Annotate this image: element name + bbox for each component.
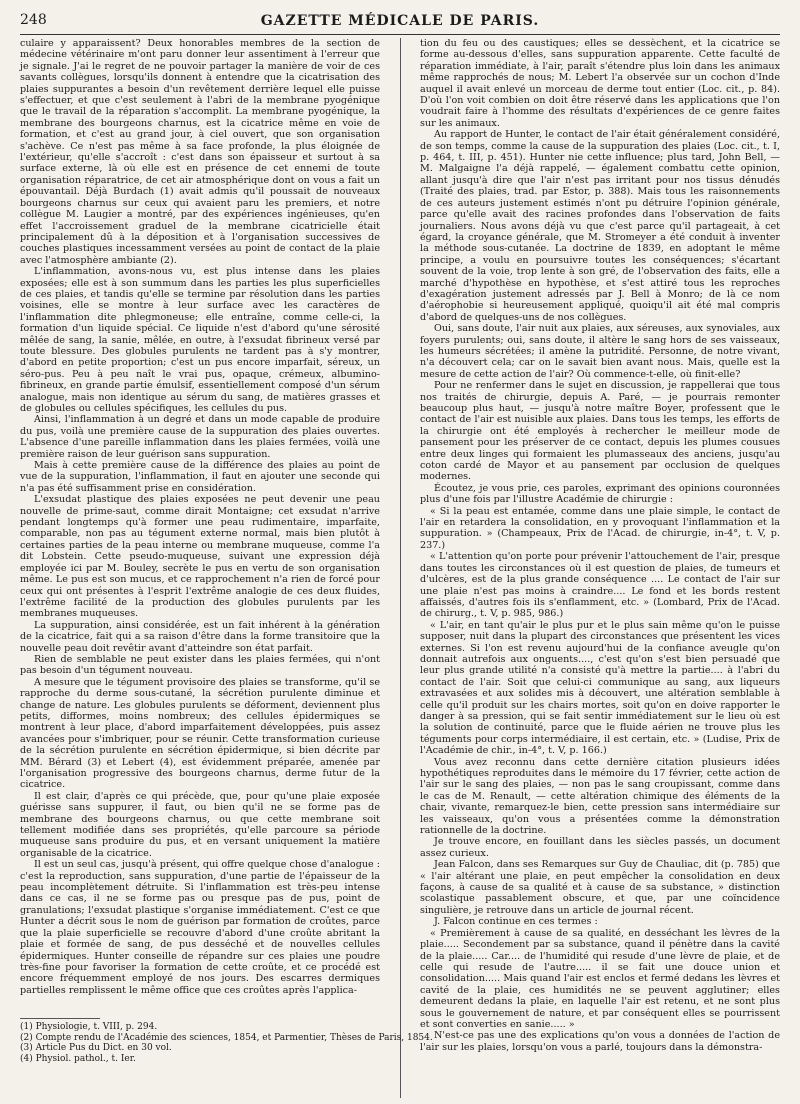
footnote: (3) Article Pus du Dict. en 30 vol. — [20, 1043, 172, 1054]
paragraph: Au rapport de Hunter, le contact de l'air était généralement considéré, de son temps, comme la cause de la suppuration des plaies (Loc. cit., t. I, p. 464, t. III, p. 451). Hunter nie cette influence; plus tard, John Bell, — M. Malgaigne l'a déjà rappelé, — également combattu cette opinion, allant jusqu'à dire que l'air n'est pas irritant pour nos tissus dénudés (Traité des plaies, trad. par Estor, p. 388). Mais tous les raisonnements de ces auteurs justement estimés n'ont pu détruire l'opinion générale, parce qu'elle avait des racines profondes dans l'observation de faits journaliers. Nous avons déjà vu que c'est parce qu'il partageait, à cet égard, la croyance générale, que M. Stromeyer a été conduit à inventer la méthode sous-cutanée. La doctrine de 1839, en adoptant le même principe, a voulu en poursuivre toutes les conséquences; s'écartant souvent de la voie, trop lente à son gré, de l'observation des faits, elle a marché d'hypothèse en hypothèse, et s'est attiré tous les reproches d'exagération justement adressés par J. Bell à Monro; de là ce nom d'aérophobie si heureusement appliqué, quoiqu'il ait été mal compris d'abord de quelques-uns de nos collègues. — [420, 129, 780, 323]
paragraph: Mais à cette première cause de la différence des plaies au point de vue de la suppuration, l'inflammation, il faut en ajouter une seconde qui n'a pas été suffisamment prise en considération. — [20, 460, 380, 494]
quotation: « Premièrement à cause de sa qualité, en desséchant les lèvres de la plaie..... Secondement par sa substance, quand il pénètre dans la cavité de la plaie..... Car.... de l'humidité qui resude d'une lèvre de plaie, et de celle qui resude de l'autre..... il se fait une douce union et consolidation..... Mais quand l'air est enclos et fermé dedans les lèvres et cavité de la plaie, ces humidités ne se peuvent agglutiner; elles demeurent dedans la plaie, en laquelle l'air est retenu, et ne sont plus sous le gouvernement de nature, et par conséquent elles se pourrissent et sont converties en sanie..... » — [420, 927, 780, 1030]
footnote: (1) Physiologie, t. VIII, p. 294. — [20, 1022, 158, 1032]
header-rule — [20, 34, 780, 35]
paragraph: L'inflammation, avons-nous vu, est plus intense dans les plaies exposées; elle est à son summum dans les parties les plus superficielles de ces plaies, et tandis qu'elle se termine par résolution dans les parties voisines, elle se montre à leur surface avec les caractères de l'inflammation dite phlegmoneuse; elle entraîne, comme celle-ci, la formation d'un liquide spécial. Ce liquide n'est d'abord qu'une sérosité mêlée de sang, la sanie, mêlée, en outre, à l'exsudat fibrineux versé par toute blessure. Des globules purulents ne tardent pas à s'y montrer, d'abord en petite proportion; c'est un pus encore imparfait, séreux, un séro-pus. Peu à peu naît le vrai pus, opaque, crémeux, albumino-fibrineux, en grande partie émulsif, essentiellement composé d'un sérum analogue, mais non identique au sérum du sang, de matières grasses et de globules ou cellules spécifiques, les cellules du pus. — [20, 266, 380, 414]
paragraph: Je trouve encore, en fouillant dans les siècles passés, un document assez curieux. — [420, 836, 780, 859]
page-number: 248 — [20, 12, 47, 28]
paragraph: Il est clair, d'après ce qui précède, que, pour qu'une plaie exposée guérisse sans suppurer, il faut, ou bien qu'il ne se forme pas de membrane des bourgeons charnus, ou que cette membrane soit tellement modifiée dans ses propriétés, qu'elle parcoure sa période muqueuse sans produire du pus, et en versant uniquement la matière organisable de la cicatrice. — [20, 790, 380, 859]
paragraph: Oui, sans doute, l'air nuit aux plaies, aux séreuses, aux synoviales, aux foyers purulents; oui, sans doute, il altère le sang hors de ses vaisseaux, les humeurs sécrétées; il amène la putridité. Personne, de notre vivant, n'a découvert cela; car on le savait bien avant nous. Mais, quelle est la mesure de cette action de l'air? Où commence-t-elle, où finit-elle? — [420, 323, 780, 380]
paragraph: tion du feu ou des caustiques; elles se dessèchent, et la cicatrice se forme au-dessous d'elles, sans suppuration apparente. Cette faculté de réparation immédiate, à l'air, paraît s'étendre plus loin dans les animaux même rapprochés de nous; M. Lebert l'a observée sur un cochon d'Inde auquel il avait enlevé un morceau de derme tout entier (Loc. cit., p. 84). D'où l'on voit combien on doit être réservé dans les applications que l'on voudrait faire à l'homme des résultats d'expériences de ce genre faites sur les animaux. — [420, 38, 780, 129]
footnote-rule — [20, 1018, 100, 1019]
journal-title: GAZETTE MÉDICALE DE PARIS. — [260, 13, 540, 29]
quotation: « Si la peau est entamée, comme dans une plaie simple, le contact de l'air en retardera la consolidation, en y provoquant l'inflammation et la suppuration. » (Champeaux, Prix de l'Acad. de chirurgie, in-4°, t. V, p. 237.) — [420, 505, 780, 551]
footnotes — [20, 1022, 433, 1064]
quotation: « L'attention qu'on porte pour prévenir l'attouchement de l'air, presque dans toutes les circonstances où il est question de plaies, de tumeurs et d'ulcères, est de la plus grande conséquence .... Le contact de l'air sur une plaie n'est pas moins à craindre.... Le fond et les bords restent affaissés, d'autres fois ils s'enflamment, etc. » (Lombard, Prix de l'Acad. de chirurg., t. V, p. 985, 986.) — [420, 551, 780, 620]
column-divider — [400, 38, 401, 1098]
quotation: « L'air, en tant qu'air le plus pur et le plus sain même qu'on le puisse supposer, nuit dans la plupart des circonstances que présentent les vices externes. Si l'on est revenu aujourd'hui de la confiance aveugle qu'on donnait autrefois aux onguents...., c'est qu'on s'est bien persuadé que leur plus grande utilité n'a consisté qu'à mettre la partie.... à l'abri du contact de l'air. Soit que celui-ci communique au sang, aux liqueurs extravasées et aux solides mis à découvert, une altération semblable à celle qu'il produit sur les chairs mortes, soit qu'on en doive rapporter le danger à sa pression, qui se fait sentir immédiatement sur le lieu où est la solution de continuité, parce que le fluide aérien ne trouve plus les téguments pour corps intermédiaire, il est certain, etc. » (Ludise, Prix de l'Académie de chir., in-4°, t. V, p. 166.) — [420, 619, 780, 757]
paragraph: A mesure que le tégument provisoire des plaies se transforme, qu'il se rapproche du derme sous-cutané, la sécrétion purulente diminue et change de nature. Les globules purulents se déforment, deviennent plus petits, difformes, moins nombreux; des cellules épidermiques se montrent à leur place, d'abord imparfaitement développées, puis assez avancées pour s'imbriquer, pour se réunir. Cette transformation curieuse de la sécrétion purulente en sécrétion épidermique, si bien décrite par MM. Bérard (3) et Lebert (4), est évidemment préparée, amenée par l'organisation progressive des bourgeons charnus, derme futur de la cicatrice. — [20, 676, 380, 791]
paragraph: Il est un seul cas, jusqu'à présent, qui offre quelque chose d'analogue : c'est la reproduction, sans suppuration, d'une partie de l'épaisseur de la peau incomplètement détruite. Si l'inflammation est très-peu intense dans ce cas, il ne se forme pas ou presque pas de pus, point de granulations; l'exsudat plastique s'organise immédiatement. C'est ce que Hunter a décrit sous le nom de guérison par formation de croûtes, parce que la plaie superficielle se recouvre d'abord d'une croûte abritant la plaie et formée de sang, de pus desséché et de nouvelles cellules épidermiques. Hunter conseille de répandre sur ces plaies une poudre très-fine pour favoriser la formation de cette croûte, et ce procédé est encore fréquemment employé de nos jours. Des escarres dermiques partielles remplissent le même office que ces croûtes après l'applica- — [20, 859, 380, 996]
paragraph: Jean Falcon, dans ses Remarques sur Guy de Chauliac, dit (p. 785) que « l'air altérant une plaie, en peut empêcher la consolidation en deux façons, à cause de sa qualité et à cause de sa substance, » distinction scolastique passablement obscure, et que, par une coïncidence singulière, je retrouve dans un article de journal récent. — [420, 859, 780, 916]
paragraph: Pour ne renfermer dans le sujet en discussion, je rappellerai que tous nos traités de chirurgie, depuis A. Paré, — je pourrais remonter beaucoup plus haut, — jusqu'à notre maître Boyer, professent que le contact de l'air est nuisible aux plaies. Dans tous les temps, les efforts de la chirurgie ont été employés à rechercher le meilleur mode de pansement pour les préserver de ce contact, depuis les plumes cousues entre deux linges qui formaient les plumasseaux des anciens, jusqu'au coton cardé de Mayor et au pansement par occlusion de quelques modernes. — [420, 380, 780, 483]
paragraph: Ainsi, l'inflammation à un degré et dans un mode capable de produire du pus, voilà une première cause de la suppuration des plaies ouvertes. L'absence d'une pareille inflammation dans les plaies fermées, voilà une première raison de leur guérison sans suppuration. — [20, 414, 380, 460]
paragraph: J. Falcon continue en ces termes : — [434, 916, 598, 928]
page-header — [20, 10, 780, 32]
paragraph: N'est-ce pas une des explications qu'on vous a données de l'action de l'air sur les plaies, lorsqu'on vous a parlé, toujours dans la démonstra- — [420, 1030, 780, 1053]
paragraph: Vous avez reconnu dans cette dernière citation plusieurs idées hypothétiques reproduites dans le mémoire du 17 février, cette action de l'air sur le sang des plaies, — non pas le sang croupissant, comme dans le cas de M. Renault, — cette altération chimique des éléments de la chair, vivante, remarquez-le bien, cette pression sans intermédiaire sur les vaisseaux, qu'on vous a présentées comme la démonstration rationnelle de la doctrine. — [420, 756, 780, 837]
paragraph: L'exsudat plastique des plaies exposées ne peut devenir une peau nouvelle de prime-saut, comme dirait Montaigne; cet exsudat n'arrive pendant longtemps qu'à former une peau rudimentaire, imparfaite, comparable, non pas au tégument externe normal, mais bien plutôt à certaines parties de la peau interne ou membrane muqueuse, comme l'a dit Lobstein. Cette pseudo-muqueuse, suivant une expression déjà employée ici par M. Bouley, secrète le pus en vertu de son organisation même. Le pus est son mucus, et ce rapprochement n'a rien de forcé pour ceux qui ont présentes à l'esprit l'extrême analogie de ces deux fluides, l'extrême facilité de la production des globules purulents par les membranes muqueuses. — [20, 494, 380, 620]
right-column — [420, 38, 780, 1098]
paragraph: Écoutez, je vous prie, ces paroles, exprimant des opinions couronnées plus d'une fois par l'illustre Académie de chirurgie : — [420, 482, 780, 506]
footnote: (4) Physiol. pathol., t. Ier. — [20, 1053, 136, 1064]
left-column — [20, 38, 380, 1014]
paragraph: Rien de semblable ne peut exister dans les plaies fermées, qui n'ont pas besoin d'un tégument nouveau. — [20, 653, 380, 677]
footnote: (2) Compte rendu de l'Académie des sciences, 1854, et Parmentier, Thèses de Paris, 1854. — [20, 1032, 433, 1043]
paragraph: culaire y apparaissent? Deux honorables membres de la section de médecine vétérinaire m'ont paru donner leur assentiment à l'erreur que je signale. J'ai le regret de ne pouvoir partager la manière de voir de ces savants collègues, lorsqu'ils donnent à entendre que la cicatrisation des plaies suppurantes a besoin d'un revêtement derrière lequel elle puisse s'effectuer, et que c'est seulement à l'abri de la membrane pyogénique que le travail de la réparation s'accomplit. La membrane pyogénique, la membrane des bourgeons charnus, est la cicatrice même en voie de formation, et c'est au grand jour, à ciel ouvert, que son organisation s'achève. Ce n'est pas même à sa face profonde, la plus éloignée de l'extérieur, qu'elle s'accroît : c'est dans son épaisseur et surtout à sa surface externe, là où elle est en présence de cet ennemi de toute organisation réparatrice, de cet air atmosphérique dont on vous a fait un épouvantail. Déjà Burdach (1) avait admis qu'il poussait de nouveaux bourgeons charnus sur ceux qui avaient paru les premiers, et notre collègue M. Laugier a montré, par des expériences ingénieuses, qu'en effet l'accroissement graduel de la membrane cicatricielle était principalement dû à la déposition et à l'organisation successives de couches plastiques incessamment versées au point de contact de la plaie avec l'atmosphère ambiante (2). — [20, 38, 380, 266]
paragraph: La suppuration, ainsi considérée, est un fait inhérent à la génération de la cicatrice, fait qui a sa raison d'être dans la forme transitoire que la nouvelle peau doit revêtir avant d'atteindre son état parfait. — [20, 619, 380, 654]
